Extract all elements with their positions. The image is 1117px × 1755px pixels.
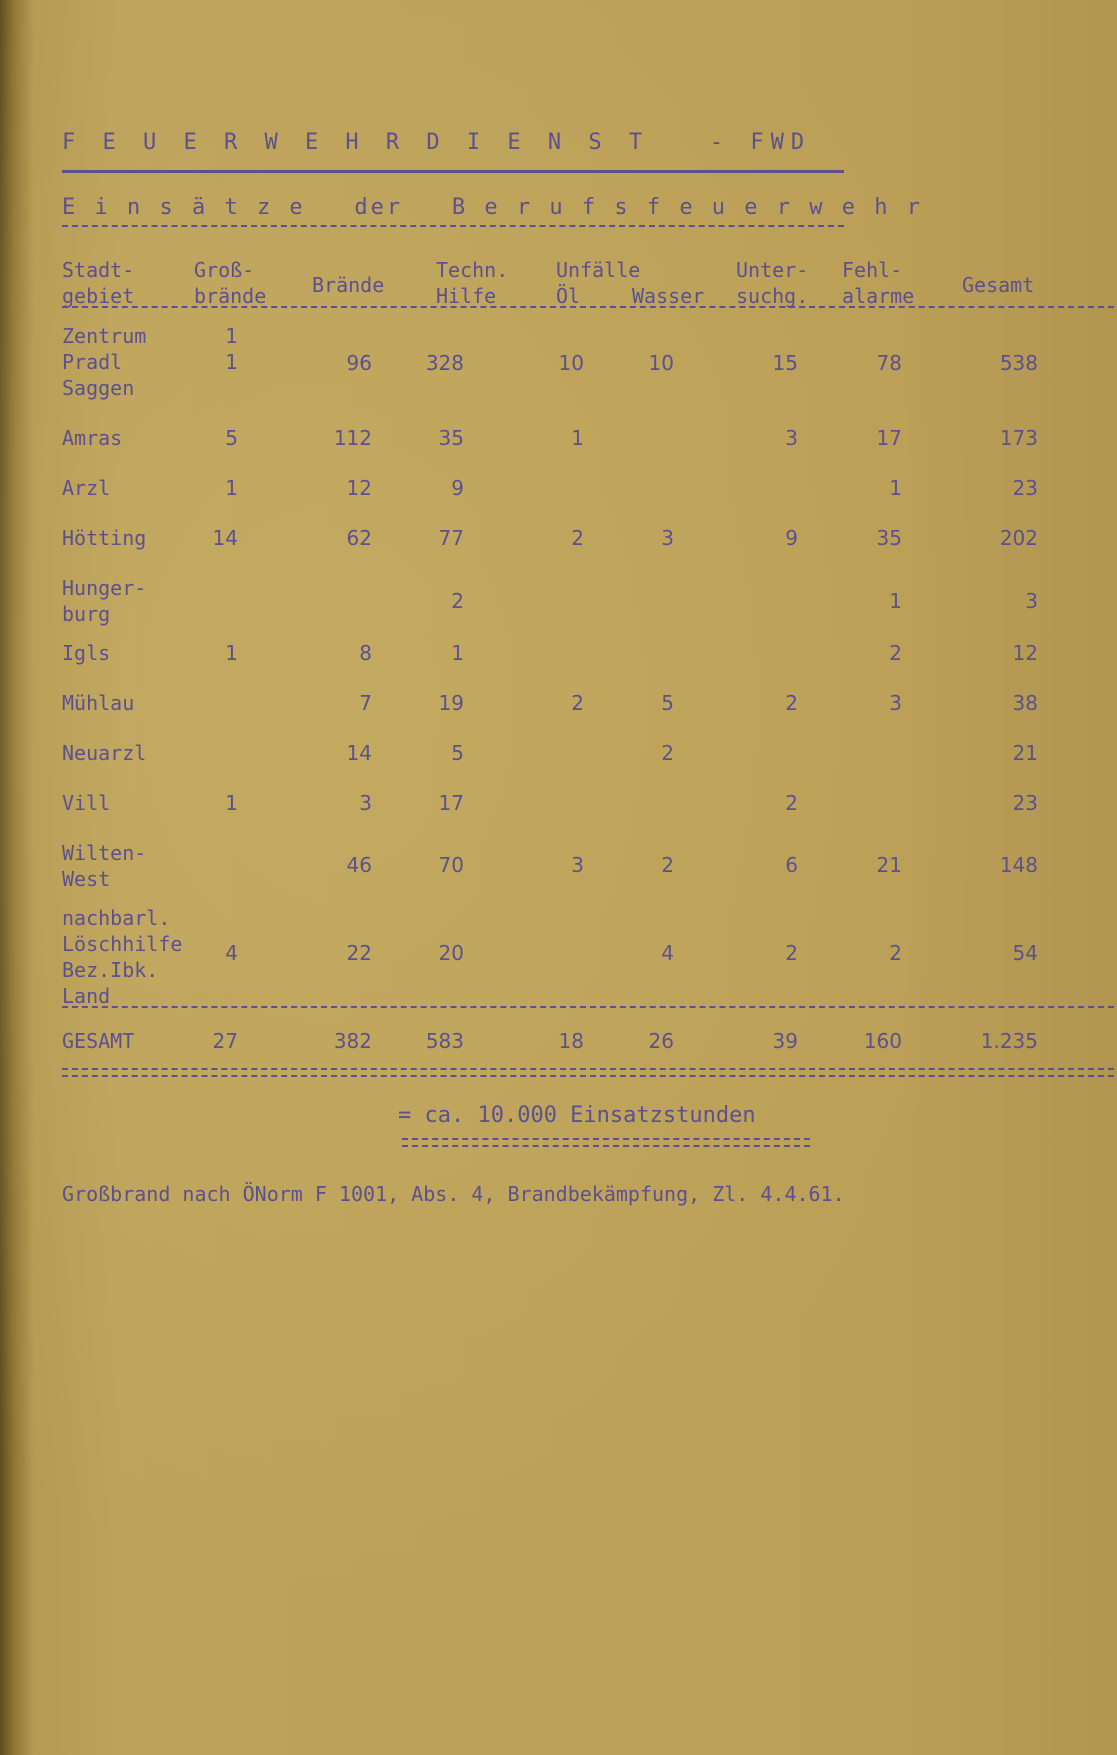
cell-wasser: 5 [661,691,674,715]
total-fehlalarme: 160 [863,1029,902,1053]
cell-wasser: 2 [661,741,674,765]
total-double-rule [62,1068,1114,1077]
cell-untersuchg: 2 [785,691,798,715]
col-header-gesamt: Gesamt [962,273,1035,297]
summary-hours: = ca. 10.000 Einsatzstunden [398,1103,756,1128]
cell-grossbraende: 1 [225,791,238,815]
cell-oel: 3 [571,853,584,877]
cell-grossbraende: 1 1 [225,324,238,374]
cell-techn-hilfe: 70 [438,853,464,877]
cell-braende: 46 [346,853,372,877]
cell-oel: 2 [571,526,584,550]
cell-gesamt: 173 [999,426,1038,450]
total-untersuchg: 39 [772,1029,798,1053]
cell-fehlalarme: 1 [889,589,902,613]
row-name: Wilten- West [62,841,147,891]
cell-fehlalarme: 78 [876,351,902,375]
row-name: Arzl [62,476,111,500]
row-name: nachbarl. Löschhilfe Bez.Ibk. Land [62,906,183,1008]
cell-fehlalarme: 1 [889,476,902,500]
cell-fehlalarme: 35 [876,526,902,550]
cell-fehlalarme: 2 [889,641,902,665]
cell-braende: 62 [346,526,372,550]
cell-techn-hilfe: 5 [451,741,464,765]
col-header-wasser: Wasser [632,284,705,308]
cell-oel: 2 [571,691,584,715]
row-name: Zentrum Pradl Saggen [62,324,147,400]
cell-gesamt: 202 [999,526,1038,550]
cell-grossbraende: 1 [225,641,238,665]
row-name: Mühlau [62,691,135,715]
cell-fehlalarme: 3 [889,691,902,715]
cell-wasser: 2 [661,853,674,877]
cell-untersuchg: 3 [785,426,798,450]
cell-techn-hilfe: 9 [451,476,464,500]
total-wasser: 26 [648,1029,674,1053]
cell-gesamt: 12 [1012,641,1038,665]
cell-gesamt: 3 [1025,589,1038,613]
cell-gesamt: 38 [1012,691,1038,715]
col-header-stadtgebiet: Stadt- gebiet [62,258,135,308]
cell-braende: 22 [346,941,372,965]
cell-techn-hilfe: 17 [438,791,464,815]
cell-grossbraende: 4 [225,941,238,965]
cell-grossbraende: 5 [225,426,238,450]
document-subtitle: E i n s ä t z e der B e r u f s f e u e r w e h r [62,195,923,220]
row-name: Hunger- burg [62,576,147,626]
cell-fehlalarme: 2 [889,941,902,965]
row-name: Hötting [62,526,147,550]
cell-oel: 1 [571,426,584,450]
row-name: Igls [62,641,111,665]
total-row-label: GESAMT [62,1029,135,1053]
cell-gesamt: 54 [1012,941,1038,965]
cell-techn-hilfe: 328 [425,351,464,375]
cell-gesamt: 538 [999,351,1038,375]
cell-wasser: 4 [661,941,674,965]
cell-untersuchg: 6 [785,853,798,877]
footnote: Großbrand nach ÖNorm F 1001, Abs. 4, Brandbekämpfung, Zl. 4.4.61. [62,1182,845,1206]
total-braende: 382 [333,1029,372,1053]
cell-grossbraende: 14 [212,526,238,550]
cell-braende: 96 [346,351,372,375]
total-gesamt: 1.235 [980,1029,1038,1053]
cell-fehlalarme: 21 [876,853,902,877]
summary-double-rule [402,1138,810,1147]
cell-braende: 7 [359,691,372,715]
cell-grossbraende: 1 [225,476,238,500]
cell-braende: 8 [359,641,372,665]
cell-oel: 10 [558,351,584,375]
cell-untersuchg: 9 [785,526,798,550]
col-header-untersuchg: Unter- suchg. [736,258,809,308]
cell-fehlalarme: 17 [876,426,902,450]
cell-wasser: 10 [648,351,674,375]
cell-gesamt: 23 [1012,476,1038,500]
col-header-unfaelle-oel: Unfälle Öl [556,258,641,308]
cell-gesamt: 23 [1012,791,1038,815]
cell-techn-hilfe: 35 [438,426,464,450]
title-text: F E U E R W E H R D I E N S T [62,130,650,155]
cell-braende: 14 [346,741,372,765]
cell-untersuchg: 2 [785,941,798,965]
document-title [62,130,811,155]
total-grossbraende: 27 [212,1029,238,1053]
cell-techn-hilfe: 77 [438,526,464,550]
cell-techn-hilfe: 2 [451,589,464,613]
header-divider [62,306,1114,308]
cell-gesamt: 148 [999,853,1038,877]
col-header-fehlalarme: Fehl- alarme [842,258,915,308]
cell-gesamt: 21 [1012,741,1038,765]
subtitle-underline [62,225,844,227]
row-name: Vill [62,791,111,815]
total-techn-hilfe: 583 [425,1029,464,1053]
title-suffix: - FWD [709,130,812,155]
cell-untersuchg: 15 [772,351,798,375]
cell-untersuchg: 2 [785,791,798,815]
title-underline [62,170,844,173]
row-name: Neuarzl [62,741,147,765]
cell-techn-hilfe: 19 [438,691,464,715]
cell-techn-hilfe: 20 [438,941,464,965]
col-header-techn-hilfe: Techn. Hilfe [436,258,509,308]
cell-techn-hilfe: 1 [451,641,464,665]
cell-braende: 12 [346,476,372,500]
cell-braende: 3 [359,791,372,815]
total-oel: 18 [558,1029,584,1053]
col-header-grossbraende: Groß- brände [194,258,267,308]
row-name: Amras [62,426,123,450]
cell-wasser: 3 [661,526,674,550]
col-header-braende: Brände [312,273,385,297]
table-footer-divider [62,1006,1114,1008]
cell-braende: 112 [333,426,372,450]
